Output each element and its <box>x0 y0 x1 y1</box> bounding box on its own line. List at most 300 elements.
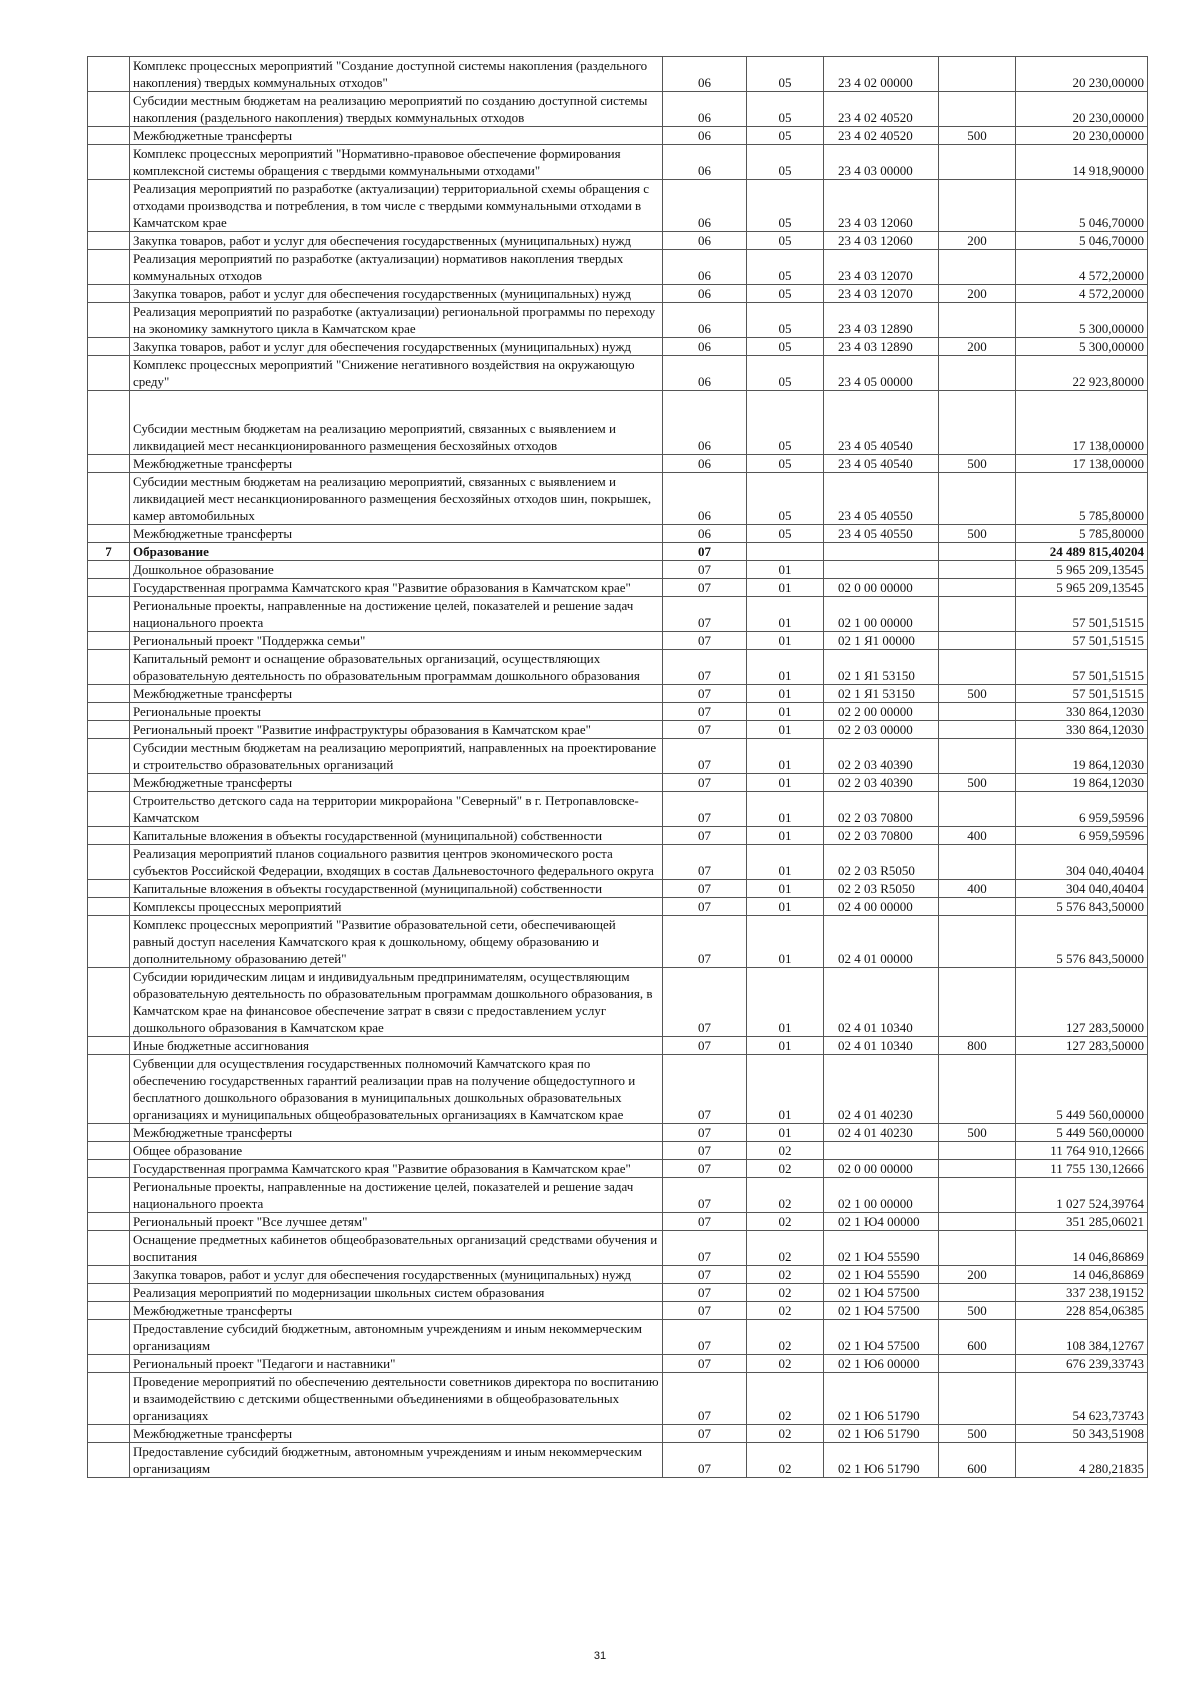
row-name: Капитальные вложения в объекты государственной (муниципальной) собственности <box>130 880 663 898</box>
row-name: Межбюджетные трансферты <box>130 1425 663 1443</box>
row-number <box>88 916 130 968</box>
row-number <box>88 561 130 579</box>
row-amount: 5 300,00000 <box>1016 303 1148 338</box>
row-expense-type: 200 <box>939 285 1016 303</box>
row-target-article: 02 1 Ю4 00000 <box>824 1213 939 1231</box>
row-subsection: 02 <box>747 1373 824 1425</box>
row-number <box>88 898 130 916</box>
row-subsection: 05 <box>747 145 824 180</box>
row-number <box>88 774 130 792</box>
row-section: 07 <box>663 916 747 968</box>
table-row <box>88 525 1148 543</box>
row-target-article: 23 4 03 00000 <box>824 145 939 180</box>
row-expense-type: 500 <box>939 127 1016 145</box>
row-number <box>88 1231 130 1266</box>
row-section: 07 <box>663 1373 747 1425</box>
row-target-article: 02 1 00 00000 <box>824 597 939 632</box>
row-name: Межбюджетные трансферты <box>130 1124 663 1142</box>
row-amount: 5 046,70000 <box>1016 180 1148 232</box>
row-amount: 330 864,12030 <box>1016 721 1148 739</box>
row-section: 07 <box>663 703 747 721</box>
row-number <box>88 57 130 92</box>
row-target-article: 23 4 02 40520 <box>824 127 939 145</box>
row-number <box>88 303 130 338</box>
table-row <box>88 92 1148 127</box>
row-subsection: 02 <box>747 1302 824 1320</box>
table-row <box>88 721 1148 739</box>
row-expense-type: 500 <box>939 685 1016 703</box>
row-amount: 20 230,00000 <box>1016 92 1148 127</box>
row-name: Межбюджетные трансферты <box>130 774 663 792</box>
row-subsection: 02 <box>747 1355 824 1373</box>
row-name: Иные бюджетные ассигнования <box>130 1037 663 1055</box>
row-subsection: 01 <box>747 703 824 721</box>
row-section: 07 <box>663 579 747 597</box>
row-number <box>88 880 130 898</box>
row-section: 07 <box>663 1443 747 1478</box>
row-name: Субсидии местным бюджетам на реализацию мероприятий, связанных с выявлением и ликвидацией мест несанкционированного размещения бесхозяйных отходов <box>130 391 663 455</box>
row-expense-type <box>939 1355 1016 1373</box>
row-number <box>88 685 130 703</box>
row-expense-type <box>939 1142 1016 1160</box>
row-name: Региональные проекты <box>130 703 663 721</box>
row-name: Закупка товаров, работ и услуг для обеспечения государственных (муниципальных) нужд <box>130 285 663 303</box>
row-section: 07 <box>663 880 747 898</box>
row-target-article: 02 2 03 R5050 <box>824 845 939 880</box>
table-row <box>88 968 1148 1037</box>
row-expense-type <box>939 57 1016 92</box>
row-expense-type <box>939 898 1016 916</box>
row-amount: 17 138,00000 <box>1016 455 1148 473</box>
row-subsection: 01 <box>747 1124 824 1142</box>
table-row <box>88 916 1148 968</box>
row-amount: 5 965 209,13545 <box>1016 579 1148 597</box>
table-row <box>88 1124 1148 1142</box>
row-section: 07 <box>663 650 747 685</box>
table-row <box>88 579 1148 597</box>
table-row <box>88 561 1148 579</box>
row-expense-type <box>939 180 1016 232</box>
row-expense-type <box>939 845 1016 880</box>
row-name: Межбюджетные трансферты <box>130 525 663 543</box>
row-expense-type <box>939 1373 1016 1425</box>
row-amount: 1 027 524,39764 <box>1016 1178 1148 1213</box>
row-amount: 57 501,51515 <box>1016 685 1148 703</box>
row-amount: 57 501,51515 <box>1016 650 1148 685</box>
row-number <box>88 845 130 880</box>
row-subsection: 02 <box>747 1178 824 1213</box>
row-amount: 5 785,80000 <box>1016 473 1148 525</box>
row-section: 06 <box>663 145 747 180</box>
row-section: 07 <box>663 597 747 632</box>
row-number <box>88 525 130 543</box>
row-amount: 4 572,20000 <box>1016 250 1148 285</box>
row-name: Капитальный ремонт и оснащение образовательных организаций, осуществляющих образовательную деятельность по образовательным программам дошкольного образования <box>130 650 663 685</box>
row-amount: 304 040,40404 <box>1016 880 1148 898</box>
row-amount: 22 923,80000 <box>1016 356 1148 391</box>
row-subsection: 01 <box>747 1037 824 1055</box>
row-target-article: 02 1 Я1 53150 <box>824 650 939 685</box>
row-section: 06 <box>663 92 747 127</box>
row-target-article: 02 4 01 00000 <box>824 916 939 968</box>
row-section: 07 <box>663 721 747 739</box>
row-section: 07 <box>663 827 747 845</box>
table-row <box>88 880 1148 898</box>
row-number <box>88 650 130 685</box>
row-number <box>88 473 130 525</box>
row-amount: 330 864,12030 <box>1016 703 1148 721</box>
row-target-article: 02 2 03 40390 <box>824 739 939 774</box>
table-row <box>88 1213 1148 1231</box>
row-expense-type <box>939 561 1016 579</box>
table-row <box>88 1320 1148 1355</box>
budget-table-body <box>88 57 1148 1478</box>
table-row <box>88 827 1148 845</box>
row-target-article <box>824 1142 939 1160</box>
row-target-article: 02 1 00 00000 <box>824 1178 939 1213</box>
row-expense-type <box>939 145 1016 180</box>
row-section: 06 <box>663 525 747 543</box>
row-target-article: 02 1 Ю4 57500 <box>824 1284 939 1302</box>
row-section: 06 <box>663 57 747 92</box>
page-number: 31 <box>593 1650 607 1662</box>
row-amount: 14 918,90000 <box>1016 145 1148 180</box>
row-amount: 351 285,06021 <box>1016 1213 1148 1231</box>
row-target-article: 02 1 Ю4 57500 <box>824 1302 939 1320</box>
row-target-article: 02 2 00 00000 <box>824 703 939 721</box>
row-number <box>88 1178 130 1213</box>
row-expense-type <box>939 1213 1016 1231</box>
row-subsection: 01 <box>747 597 824 632</box>
row-name: Закупка товаров, работ и услуг для обеспечения государственных (муниципальных) нужд <box>130 338 663 356</box>
row-amount: 5 576 843,50000 <box>1016 916 1148 968</box>
row-subsection: 02 <box>747 1160 824 1178</box>
row-number <box>88 1443 130 1478</box>
row-name: Государственная программа Камчатского края "Развитие образования в Камчатском крае" <box>130 1160 663 1178</box>
row-subsection: 01 <box>747 792 824 827</box>
row-name: Комплекс процессных мероприятий "Нормативно-правовое обеспечение формирования комплексной системы обращения с твердыми коммунальными отходами" <box>130 145 663 180</box>
row-name: Строительство детского сада на территории микрорайона "Северный" в г. Петропавловске-Камчатском <box>130 792 663 827</box>
row-number <box>88 827 130 845</box>
row-number <box>88 1055 130 1124</box>
row-number <box>88 1037 130 1055</box>
row-section: 07 <box>663 1124 747 1142</box>
row-number <box>88 455 130 473</box>
row-amount: 4 572,20000 <box>1016 285 1148 303</box>
row-subsection: 05 <box>747 92 824 127</box>
row-section: 07 <box>663 1160 747 1178</box>
row-amount: 676 239,33743 <box>1016 1355 1148 1373</box>
table-row <box>88 57 1148 92</box>
row-target-article: 02 2 03 70800 <box>824 827 939 845</box>
row-subsection: 02 <box>747 1231 824 1266</box>
row-subsection: 01 <box>747 1055 824 1124</box>
row-target-article: 23 4 02 40520 <box>824 92 939 127</box>
row-name: Реализация мероприятий по разработке (актуализации) территориальной схемы обращения с отходами производства и потребления, в том числе с твердыми коммунальными отходами в Камчатском крае <box>130 180 663 232</box>
table-row <box>88 845 1148 880</box>
row-target-article: 02 1 Ю6 51790 <box>824 1443 939 1478</box>
row-name: Субсидии местным бюджетам на реализацию мероприятий, направленных на проектирование и строительство образовательных организаций <box>130 739 663 774</box>
row-amount: 57 501,51515 <box>1016 632 1148 650</box>
table-row <box>88 232 1148 250</box>
row-name: Государственная программа Камчатского края "Развитие образования в Камчатском крае" <box>130 579 663 597</box>
row-amount: 228 854,06385 <box>1016 1302 1148 1320</box>
row-section: 07 <box>663 1231 747 1266</box>
row-expense-type <box>939 250 1016 285</box>
row-section: 07 <box>663 1320 747 1355</box>
table-row <box>88 543 1148 561</box>
row-number <box>88 338 130 356</box>
table-row <box>88 1142 1148 1160</box>
row-subsection: 01 <box>747 774 824 792</box>
table-row <box>88 1425 1148 1443</box>
row-expense-type: 400 <box>939 880 1016 898</box>
row-section: 06 <box>663 180 747 232</box>
row-subsection: 01 <box>747 650 824 685</box>
row-section: 07 <box>663 1178 747 1213</box>
row-name: Комплексы процессных мероприятий <box>130 898 663 916</box>
row-number <box>88 1142 130 1160</box>
row-subsection: 05 <box>747 455 824 473</box>
row-expense-type: 600 <box>939 1443 1016 1478</box>
row-target-article: 02 4 01 10340 <box>824 968 939 1037</box>
table-row <box>88 632 1148 650</box>
row-number <box>88 232 130 250</box>
row-target-article: 02 0 00 00000 <box>824 1160 939 1178</box>
row-amount: 11 755 130,12666 <box>1016 1160 1148 1178</box>
row-amount: 14 046,86869 <box>1016 1266 1148 1284</box>
row-expense-type <box>939 391 1016 455</box>
row-subsection: 05 <box>747 127 824 145</box>
row-expense-type: 500 <box>939 1124 1016 1142</box>
row-amount: 5 785,80000 <box>1016 525 1148 543</box>
row-target-article: 02 1 Я1 00000 <box>824 632 939 650</box>
table-row <box>88 180 1148 232</box>
row-subsection: 01 <box>747 721 824 739</box>
row-number <box>88 1266 130 1284</box>
table-row <box>88 145 1148 180</box>
row-expense-type <box>939 579 1016 597</box>
row-amount: 11 764 910,12666 <box>1016 1142 1148 1160</box>
row-name: Межбюджетные трансферты <box>130 127 663 145</box>
row-name: Субсидии местным бюджетам на реализацию мероприятий по созданию доступной системы накопления (раздельного накопления) твердых коммунальных отходов <box>130 92 663 127</box>
row-target-article: 23 4 05 00000 <box>824 356 939 391</box>
row-expense-type <box>939 792 1016 827</box>
row-expense-type <box>939 968 1016 1037</box>
row-number <box>88 597 130 632</box>
row-name: Комплекс процессных мероприятий "Создание доступной системы накопления (раздельного накопления) твердых коммунальных отходов" <box>130 57 663 92</box>
row-section: 06 <box>663 232 747 250</box>
row-section: 07 <box>663 774 747 792</box>
row-section: 06 <box>663 303 747 338</box>
row-target-article: 02 1 Ю4 55590 <box>824 1231 939 1266</box>
table-row <box>88 1302 1148 1320</box>
row-expense-type: 500 <box>939 774 1016 792</box>
row-expense-type <box>939 543 1016 561</box>
table-row <box>88 285 1148 303</box>
row-section: 06 <box>663 338 747 356</box>
row-amount: 17 138,00000 <box>1016 391 1148 455</box>
row-target-article: 02 2 03 R5050 <box>824 880 939 898</box>
row-amount: 5 449 560,00000 <box>1016 1055 1148 1124</box>
row-expense-type <box>939 721 1016 739</box>
row-expense-type <box>939 597 1016 632</box>
row-expense-type <box>939 473 1016 525</box>
table-row <box>88 1178 1148 1213</box>
row-subsection: 05 <box>747 391 824 455</box>
table-row <box>88 739 1148 774</box>
row-target-article: 02 1 Ю6 00000 <box>824 1355 939 1373</box>
row-target-article: 02 4 00 00000 <box>824 898 939 916</box>
row-target-article <box>824 543 939 561</box>
table-row <box>88 792 1148 827</box>
row-target-article: 23 4 03 12070 <box>824 250 939 285</box>
row-target-article: 23 4 05 40550 <box>824 473 939 525</box>
row-amount: 5 046,70000 <box>1016 232 1148 250</box>
row-target-article: 02 0 00 00000 <box>824 579 939 597</box>
row-subsection: 02 <box>747 1142 824 1160</box>
row-amount: 337 238,19152 <box>1016 1284 1148 1302</box>
row-expense-type: 200 <box>939 338 1016 356</box>
row-target-article: 02 1 Ю6 51790 <box>824 1425 939 1443</box>
row-amount: 19 864,12030 <box>1016 774 1148 792</box>
table-row <box>88 597 1148 632</box>
row-section: 07 <box>663 685 747 703</box>
row-target-article: 23 4 02 00000 <box>824 57 939 92</box>
row-number <box>88 1302 130 1320</box>
row-subsection: 05 <box>747 473 824 525</box>
row-number <box>88 285 130 303</box>
table-row <box>88 473 1148 525</box>
table-row <box>88 1160 1148 1178</box>
row-name: Региональный проект "Все лучшее детям" <box>130 1213 663 1231</box>
row-subsection: 05 <box>747 57 824 92</box>
row-subsection: 05 <box>747 232 824 250</box>
row-amount: 127 283,50000 <box>1016 1037 1148 1055</box>
row-target-article: 23 4 03 12890 <box>824 338 939 356</box>
row-number <box>88 127 130 145</box>
row-amount: 19 864,12030 <box>1016 739 1148 774</box>
row-target-article: 23 4 03 12060 <box>824 180 939 232</box>
row-expense-type <box>939 650 1016 685</box>
row-name: Реализация мероприятий по модернизации школьных систем образования <box>130 1284 663 1302</box>
row-name: Оснащение предметных кабинетов общеобразовательных организаций средствами обучения и воспитания <box>130 1231 663 1266</box>
row-expense-type: 800 <box>939 1037 1016 1055</box>
table-row <box>88 1355 1148 1373</box>
row-subsection: 01 <box>747 880 824 898</box>
table-row <box>88 703 1148 721</box>
row-subsection: 02 <box>747 1213 824 1231</box>
row-expense-type: 400 <box>939 827 1016 845</box>
row-name: Межбюджетные трансферты <box>130 455 663 473</box>
row-name: Предоставление субсидий бюджетным, автономным учреждениям и иным некоммерческим организациям <box>130 1443 663 1478</box>
row-subsection: 05 <box>747 525 824 543</box>
row-number <box>88 1355 130 1373</box>
row-number <box>88 1373 130 1425</box>
row-amount: 54 623,73743 <box>1016 1373 1148 1425</box>
table-row <box>88 1284 1148 1302</box>
table-row <box>88 391 1148 455</box>
table-row <box>88 127 1148 145</box>
row-subsection: 01 <box>747 561 824 579</box>
row-number <box>88 1320 130 1355</box>
row-number <box>88 721 130 739</box>
row-amount: 5 449 560,00000 <box>1016 1124 1148 1142</box>
row-number <box>88 792 130 827</box>
row-subsection: 01 <box>747 898 824 916</box>
row-amount: 304 040,40404 <box>1016 845 1148 880</box>
row-section: 06 <box>663 356 747 391</box>
row-subsection: 01 <box>747 968 824 1037</box>
row-amount: 127 283,50000 <box>1016 968 1148 1037</box>
table-row <box>88 1266 1148 1284</box>
budget-table-container <box>87 56 1147 1478</box>
row-number <box>88 1160 130 1178</box>
row-section: 07 <box>663 1284 747 1302</box>
table-row <box>88 338 1148 356</box>
row-name: Образование <box>130 543 663 561</box>
row-target-article: 02 1 Ю6 51790 <box>824 1373 939 1425</box>
row-name: Межбюджетные трансферты <box>130 685 663 703</box>
row-name: Региональный проект "Педагоги и наставники" <box>130 1355 663 1373</box>
row-amount: 20 230,00000 <box>1016 57 1148 92</box>
row-target-article: 02 1 Ю4 57500 <box>824 1320 939 1355</box>
row-subsection: 02 <box>747 1284 824 1302</box>
row-name: Реализация мероприятий по разработке (актуализации) нормативов накопления твердых коммунальных отходов <box>130 250 663 285</box>
row-section: 06 <box>663 391 747 455</box>
table-row <box>88 356 1148 391</box>
table-row <box>88 1443 1148 1478</box>
row-amount: 5 300,00000 <box>1016 338 1148 356</box>
row-target-article: 23 4 05 40540 <box>824 455 939 473</box>
row-number <box>88 250 130 285</box>
row-subsection: 01 <box>747 632 824 650</box>
row-amount: 14 046,86869 <box>1016 1231 1148 1266</box>
row-section: 07 <box>663 1355 747 1373</box>
row-name: Комплекс процессных мероприятий "Развитие образовательной сети, обеспечивающей равный доступ населения Камчатского края к дошкольному, общему образованию и дополнительному образованию детей" <box>130 916 663 968</box>
row-name: Региональный проект "Поддержка семьи" <box>130 632 663 650</box>
row-section: 06 <box>663 455 747 473</box>
row-name: Дошкольное образование <box>130 561 663 579</box>
row-section: 07 <box>663 1425 747 1443</box>
row-number <box>88 739 130 774</box>
row-expense-type <box>939 703 1016 721</box>
row-target-article: 02 2 03 00000 <box>824 721 939 739</box>
row-section: 06 <box>663 127 747 145</box>
row-number <box>88 180 130 232</box>
row-subsection: 05 <box>747 180 824 232</box>
row-expense-type <box>939 739 1016 774</box>
row-name: Закупка товаров, работ и услуг для обеспечения государственных (муниципальных) нужд <box>130 1266 663 1284</box>
row-amount: 57 501,51515 <box>1016 597 1148 632</box>
row-expense-type: 500 <box>939 525 1016 543</box>
row-section: 06 <box>663 250 747 285</box>
row-name: Общее образование <box>130 1142 663 1160</box>
row-amount: 5 576 843,50000 <box>1016 898 1148 916</box>
row-name: Региональный проект "Развитие инфраструктуры образования в Камчатском крае" <box>130 721 663 739</box>
row-subsection: 05 <box>747 303 824 338</box>
row-target-article: 02 4 01 40230 <box>824 1055 939 1124</box>
row-name: Реализация мероприятий планов социального развития центров экономического роста субъектов Российской Федерации, входящих в состав Дальневосточного федерального округа <box>130 845 663 880</box>
row-expense-type: 600 <box>939 1320 1016 1355</box>
row-name: Комплекс процессных мероприятий "Снижение негативного воздействия на окружающую среду" <box>130 356 663 391</box>
row-name: Проведение мероприятий по обеспечению деятельности советников директора по воспитанию и взаимодействию с детскими общественными объединениями в общеобразовательных организациях <box>130 1373 663 1425</box>
row-section: 07 <box>663 1055 747 1124</box>
row-expense-type: 500 <box>939 1302 1016 1320</box>
row-expense-type: 500 <box>939 1425 1016 1443</box>
row-expense-type: 200 <box>939 232 1016 250</box>
row-name: Региональные проекты, направленные на достижение целей, показателей и решение задач национального проекта <box>130 597 663 632</box>
